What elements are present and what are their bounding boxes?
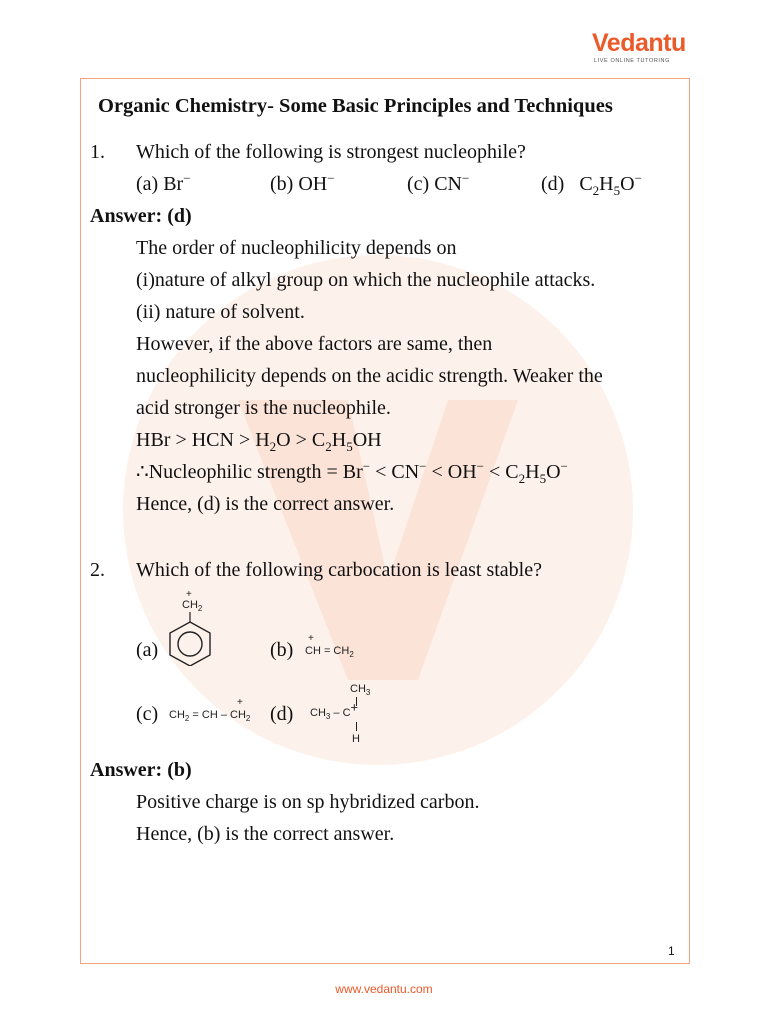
q2-option-d-label: (d) (270, 703, 294, 725)
q1-explanation-line: The order of nucleophilicity depends on (136, 237, 457, 259)
q2-explanation-line: Positive charge is on sp hybridized carbon. (136, 791, 480, 813)
brand-name: Vedantu (592, 29, 686, 57)
q2-question: Which of the following carbocation is least stable? (136, 559, 542, 581)
q1-option-d: (d) $C_2H_5O^-$ (541, 170, 642, 198)
q1-option-a: (a) Br− (136, 170, 191, 195)
benzene-ring-icon (166, 612, 214, 666)
q1-question: Which of the following is strongest nucleophile? (136, 141, 526, 163)
q2-option-c-label: (c) (136, 703, 159, 725)
q1-nucleophilic-strength: ∴Nucleophilic strength = $Br^- < CN^- < OH^- < C_2H_5O^-$ (136, 458, 568, 486)
q1-option-b: (b) OH− (270, 170, 335, 195)
q2-option-a-label: (a) (136, 639, 159, 661)
q1-explanation-line: nucleophilicity depends on the acidic strength. Weaker the (136, 365, 603, 387)
q1-acid-order: HBr > HCN > $H_2O > C_2H_5OH$ (136, 429, 382, 454)
q1-answer: Answer: (d) (90, 205, 192, 227)
bond-line (356, 722, 357, 731)
q2-option-d-formula: $CH_3 - C^+$ (310, 699, 359, 722)
positive-charge: + (237, 697, 243, 708)
q2-answer: Answer: (b) (90, 759, 192, 781)
q1-conclusion: Hence, (d) is the correct answer. (136, 493, 395, 515)
q2-option-d-hydrogen: H (352, 733, 360, 745)
q1-option-c: (c) CN− (407, 170, 470, 195)
q1-explanation-line: (i)nature of alkyl group on which the nucleophile attacks. (136, 269, 596, 291)
positive-charge: + (186, 589, 192, 600)
page-title: Organic Chemistry- Some Basic Principles and Techniques (98, 95, 613, 117)
q2-option-b-label: (b) (270, 639, 294, 661)
q2-option-c-formula: $CH_2$ = CH – $CH_2$ (169, 709, 251, 724)
brand-tagline: LIVE ONLINE TUTORING (594, 58, 670, 64)
q2-number: 2. (90, 559, 105, 581)
q1-explanation-line: However, if the above factors are same, then (136, 333, 493, 355)
q2-option-d-methyl: $CH_3$ (350, 683, 371, 698)
page-number: 1 (668, 944, 675, 958)
q1-explanation-line: acid stronger is the nucleophile. (136, 397, 391, 419)
q2-conclusion: Hence, (b) is the correct answer. (136, 823, 395, 845)
positive-charge: + (308, 633, 314, 644)
q1-explanation-line: (ii) nature of solvent. (136, 301, 305, 323)
q2-option-b-formula: CH = $CH_2$ (305, 645, 354, 660)
footer-url-link[interactable]: www.vedantu.com (335, 982, 433, 996)
q2-option-a-ch2: $CH_2$ (182, 599, 203, 614)
q1-number: 1. (90, 141, 105, 163)
